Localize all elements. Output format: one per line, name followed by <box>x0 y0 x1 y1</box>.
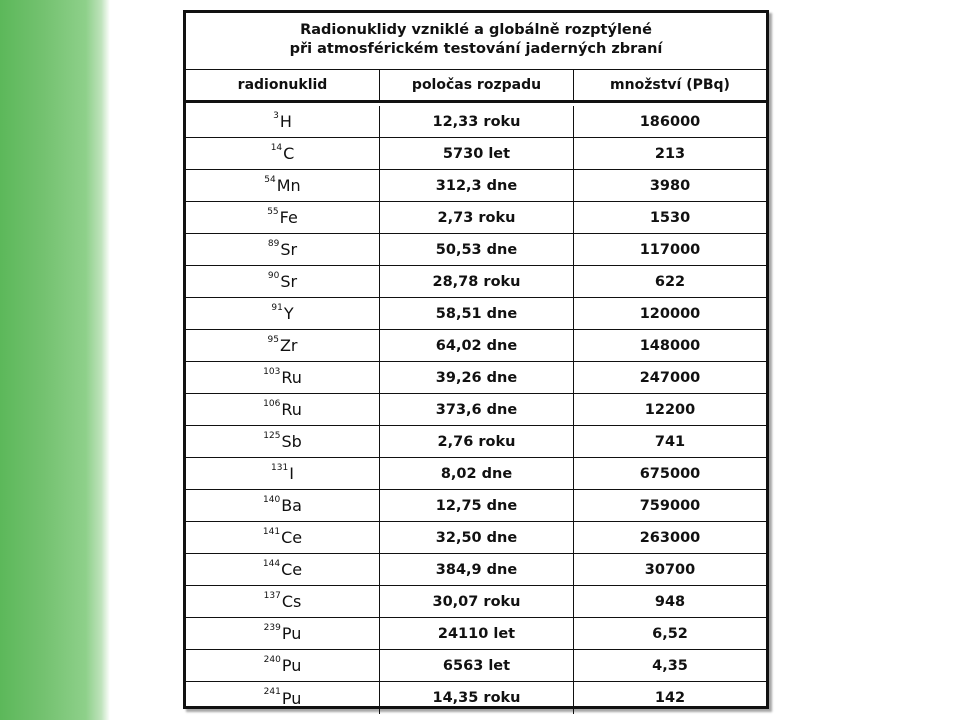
mass-number: 137 <box>263 590 281 601</box>
amount-cell: 3980 <box>649 177 691 194</box>
element-symbol: Pu <box>281 688 302 708</box>
mass-number: 240 <box>263 654 281 665</box>
half-life-cell: 5730 let <box>380 138 574 169</box>
amount-cell: 186000 <box>639 113 701 130</box>
element-symbol: Y <box>283 304 294 323</box>
half-life-cell: 373,6 dne <box>380 394 574 425</box>
amount-cell: 12200 <box>644 401 696 418</box>
table-header-row <box>186 70 766 103</box>
mass-number: 144 <box>262 558 281 569</box>
element-symbol: Cs <box>281 592 302 611</box>
element-symbol: Ce <box>281 528 303 547</box>
table-row <box>186 682 766 714</box>
half-life-cell: 58,51 dne <box>380 298 574 329</box>
element-symbol: Zr <box>279 336 298 355</box>
element-symbol: Ru <box>281 400 302 419</box>
half-life-cell: 39,26 dne <box>380 362 574 393</box>
table-row <box>186 586 766 618</box>
half-life-cell: 30,07 roku <box>380 586 574 617</box>
amount-cell: 948 <box>654 593 686 610</box>
mass-number: 241 <box>263 687 281 697</box>
table-row <box>186 106 766 138</box>
radionuclide-cell <box>186 298 380 329</box>
half-life-cell: 2,76 roku <box>380 426 574 457</box>
table-row <box>186 298 766 330</box>
radionuclide-cell <box>186 330 380 361</box>
radionuclide-cell <box>186 362 380 393</box>
half-life-cell: 384,9 dne <box>380 554 574 585</box>
half-life-cell: 50,53 dne <box>380 234 574 265</box>
amount-cell: 148000 <box>639 337 701 354</box>
table-row <box>186 266 766 298</box>
mass-number: 140 <box>263 494 281 505</box>
radionuclide-cell <box>186 554 380 585</box>
radionuclide-cell <box>186 458 380 489</box>
element-symbol: Pu <box>281 656 302 675</box>
amount-cell: 6,52 <box>652 625 688 642</box>
amount-cell: 4,35 <box>652 657 688 674</box>
column-header-amount: množství (PBq) <box>610 77 730 93</box>
radionuclide-cell <box>186 426 380 457</box>
table-row <box>186 426 766 458</box>
element-symbol: Ba <box>281 496 302 515</box>
amount-cell: 117000 <box>639 241 701 258</box>
decorative-green-sidebar <box>0 0 110 720</box>
amount-cell: 142 <box>654 690 686 706</box>
radionuclide-cell <box>186 106 380 137</box>
mass-number: 131 <box>271 462 289 473</box>
element-symbol: Pu <box>281 624 302 643</box>
column-header-radionuclide: radionuklid <box>186 70 380 100</box>
radionuclide-cell <box>186 586 380 617</box>
element-symbol: Mn <box>276 176 301 195</box>
element-symbol: Sr <box>280 272 298 291</box>
table-row <box>186 554 766 586</box>
radionuclide-cell <box>186 266 380 297</box>
element-symbol: Sr <box>280 240 298 259</box>
radionuclide-cell <box>186 202 380 233</box>
mass-number: 106 <box>263 398 281 409</box>
radionuclide-cell <box>186 618 380 649</box>
amount-cell: 120000 <box>639 305 701 322</box>
mass-number: 90 <box>267 270 280 281</box>
table-title <box>186 13 766 70</box>
half-life-cell: 32,50 dne <box>380 522 574 553</box>
radionuclide-cell <box>186 394 380 425</box>
table-row <box>186 330 766 362</box>
table-row <box>186 490 766 522</box>
amount-cell: 30700 <box>644 561 696 578</box>
amount-cell: 741 <box>654 433 686 450</box>
half-life-cell: 2,73 roku <box>380 202 574 233</box>
amount-cell: 263000 <box>639 529 701 546</box>
radionuclide-cell <box>186 170 380 201</box>
mass-number: 125 <box>263 430 281 441</box>
element-symbol: I <box>289 464 294 483</box>
element-symbol: Fe <box>279 208 298 227</box>
amount-cell: 1530 <box>649 209 691 226</box>
column-header-half-life: poločas rozpadu <box>380 70 574 100</box>
table-row <box>186 650 766 682</box>
table-row <box>186 522 766 554</box>
mass-number: 95 <box>267 334 279 345</box>
half-life-cell: 14,35 roku <box>380 682 574 714</box>
mass-number: 89 <box>267 238 280 249</box>
half-life-cell: 28,78 roku <box>380 266 574 297</box>
mass-number: 103 <box>263 366 281 377</box>
amount-cell: 247000 <box>639 369 701 386</box>
radionuclide-cell <box>186 138 380 169</box>
amount-cell: 213 <box>654 145 686 162</box>
radionuclide-cell <box>186 650 380 681</box>
table-body <box>186 106 766 714</box>
table-row <box>186 458 766 490</box>
element-symbol: H <box>279 112 292 131</box>
mass-number: 91 <box>271 302 283 313</box>
half-life-cell: 6563 let <box>380 650 574 681</box>
table-row <box>186 362 766 394</box>
amount-cell: 759000 <box>639 497 701 514</box>
table-row <box>186 202 766 234</box>
half-life-cell: 8,02 dne <box>380 458 574 489</box>
radionuclide-cell <box>186 234 380 265</box>
mass-number: 54 <box>264 174 276 185</box>
radionuclide-cell <box>186 682 380 714</box>
half-life-cell: 312,3 dne <box>380 170 574 201</box>
half-life-cell: 12,33 roku <box>380 106 574 137</box>
amount-cell: 622 <box>654 273 686 290</box>
table-title-line2: při atmosférickém testování jaderných zbraní <box>289 41 663 57</box>
mass-number: 55 <box>267 206 279 217</box>
table-row <box>186 170 766 202</box>
mass-number: 14 <box>270 142 283 153</box>
element-symbol: Ru <box>281 368 302 387</box>
element-symbol: Ce <box>281 560 303 579</box>
table-row <box>186 234 766 266</box>
table-row <box>186 394 766 426</box>
half-life-cell: 24110 let <box>380 618 574 649</box>
element-symbol: Sb <box>281 432 302 451</box>
element-symbol: C <box>283 144 295 163</box>
table-row <box>186 138 766 170</box>
half-life-cell: 64,02 dne <box>380 330 574 361</box>
amount-cell: 675000 <box>639 465 701 482</box>
mass-number: 239 <box>263 622 281 633</box>
table-row <box>186 618 766 650</box>
radionuclide-cell <box>186 490 380 521</box>
half-life-cell: 12,75 dne <box>380 490 574 521</box>
table-title-line1: Radionuklidy vzniklé a globálně rozptýlené <box>300 22 652 38</box>
radionuclide-cell <box>186 522 380 553</box>
radionuclide-table <box>183 10 769 709</box>
mass-number: 141 <box>262 526 281 537</box>
mass-number: 3 <box>273 110 279 121</box>
